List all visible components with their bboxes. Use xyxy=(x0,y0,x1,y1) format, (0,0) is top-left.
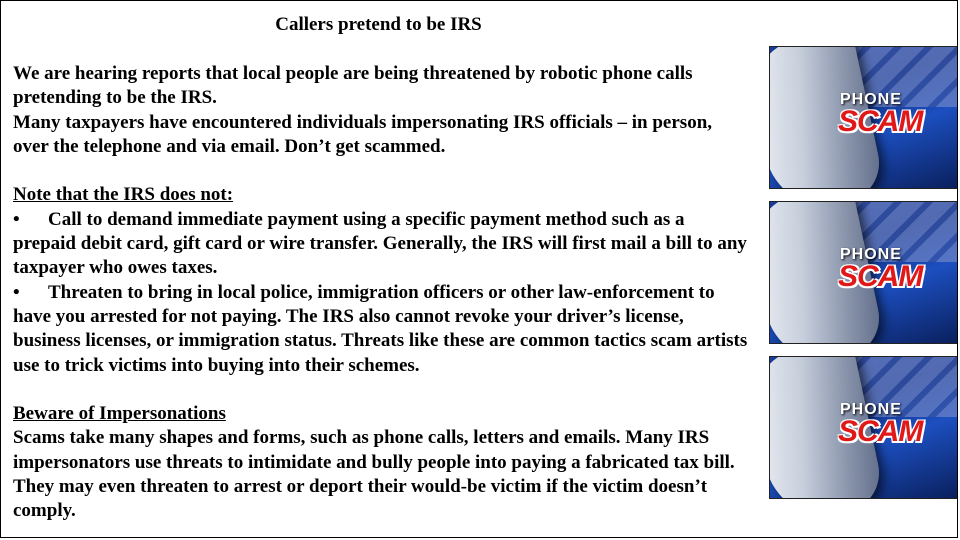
slide-body xyxy=(13,62,748,524)
beware-paragraph: Scams take many shapes and forms, such as phone calls, letters and emails. Many IRS impersonators use threats to intimidate and bully people into paying a fabricated tax bill. They may even threaten to arrest or deport their would-be victim if the victim doesn’t comply. xyxy=(13,427,735,522)
phone-scam-top-text: PHONE xyxy=(840,91,902,108)
bullet-item-1 xyxy=(13,208,748,281)
phone-scam-bottom-text: SCAM xyxy=(838,415,923,448)
phone-scam-image xyxy=(769,201,958,344)
slide-title: Callers pretend to be IRS xyxy=(275,14,482,35)
intro-paragraph-1: We are hearing reports that local people are being threatened by robotic phone calls pretending to be the IRS. xyxy=(13,63,693,109)
bullet-marker: • xyxy=(13,281,20,303)
bullet-item-2 xyxy=(13,281,748,378)
bullet-marker: • xyxy=(13,208,20,230)
note-heading: Note that the IRS does not: xyxy=(13,184,234,206)
phone-scam-image xyxy=(769,46,958,189)
phone-scam-bottom-text: SCAM xyxy=(838,260,923,293)
bullet-text-2: Threaten to bring in local police, immigration officers or other law-enforcement to have you arrested for not paying. The IRS also cannot revoke your driver’s license, business licenses, or immigration status. Threats like these are common tactics scam artists use to trick victims into buying into their schemes. xyxy=(13,281,748,376)
beware-heading: Beware of Impersonations xyxy=(13,403,226,425)
bullet-text-1: Call to demand immediate payment using a specific payment method such as a prepaid debit card, gift card or wire transfer. Generally, the IRS will first mail a bill to any taxpayer who owes taxes. xyxy=(13,208,747,279)
phone-scam-image xyxy=(769,356,958,499)
image-column xyxy=(769,46,958,511)
phone-scam-bottom-text: SCAM xyxy=(838,105,923,138)
phone-scam-top-text: PHONE xyxy=(840,246,902,263)
intro-paragraph-2: Many taxpayers have encountered individuals impersonating IRS officials – in person, over the telephone and via email. Don’t get scammed. xyxy=(13,111,713,157)
phone-scam-top-text: PHONE xyxy=(840,401,902,418)
